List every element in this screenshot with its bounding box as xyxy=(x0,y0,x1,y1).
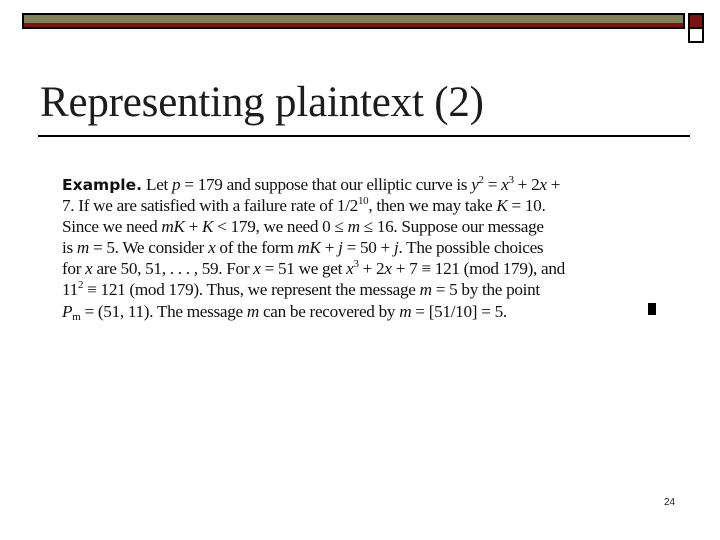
page-number: 24 xyxy=(664,497,676,508)
example-line-4: is m = 5. We consider x of the form mK + j = 50 + j. The possible choices xyxy=(62,238,544,258)
example-line-3: Since we need mK + K < 179, we need 0 ≤ m ≤ 16. Suppose our message xyxy=(62,217,544,237)
example-line-1: Example. Let p = 179 and suppose that our elliptic curve is $y^2 = x^3 + 2x$ + xyxy=(62,174,561,194)
example-line-2: 7. If we are satisfied with a failure rate of $1/2^{10}$, then we may take K = 10. xyxy=(62,195,546,216)
top-decoration-bar xyxy=(22,13,685,29)
corner-white-square xyxy=(688,27,704,43)
example-line-5: for x are 50, 51, . . . , 59. For x = 51 we get $x^3 + 2x + 7 \equiv 121$ (mod 179), and xyxy=(62,258,565,279)
top-bar-red-band xyxy=(24,23,683,27)
example-text-block xyxy=(62,174,692,322)
example-lead: Example. xyxy=(62,176,143,194)
qed-square-icon xyxy=(648,303,656,315)
example-line-7: $P_m = (51$, 11). The message m can be recovered by m = [51/10] = 5. xyxy=(62,301,507,323)
title-underline xyxy=(38,135,690,137)
example-line-6: $11^2 \equiv 121$ (mod 179). Thus, we represent the message m = 5 by the point xyxy=(62,279,540,300)
slide-title: Representing plaintext (2) xyxy=(40,79,484,126)
